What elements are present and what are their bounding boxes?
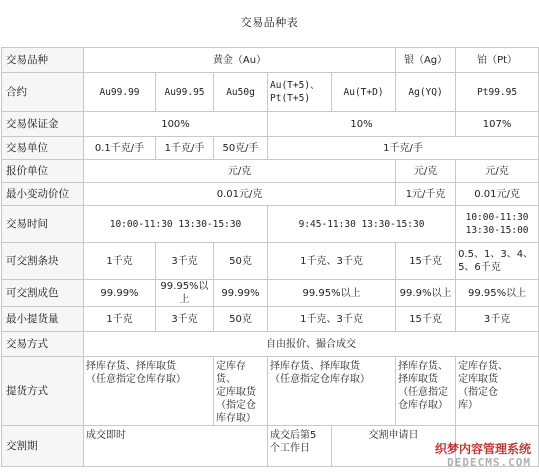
row-label: 最小提货量: [2, 307, 84, 332]
table-cell: 3千克: [156, 243, 214, 280]
table-cell: 3千克: [156, 307, 214, 332]
row-label: 交易品种: [2, 48, 84, 73]
table-cell: 黄金（Au）: [84, 48, 396, 73]
table-cell: 50克: [214, 307, 268, 332]
table-row: [2, 332, 539, 357]
table-cell: 1千克、3千克: [268, 243, 396, 280]
table-cell: 0.1千克/手: [84, 137, 156, 160]
table-cell: 0.5、1、3、4、 5、6千克: [456, 243, 539, 280]
table-cell: 99.99%: [214, 280, 268, 307]
table-row: [2, 48, 539, 73]
table-cell: 15千克: [396, 307, 456, 332]
table-cell: 10%: [268, 112, 456, 137]
table-row: [2, 137, 539, 160]
table-cell: 1千克/手: [156, 137, 214, 160]
table-cell: Au99.95: [156, 73, 214, 112]
table-cell: 铂（Pt）: [456, 48, 539, 73]
watermark-logo: [435, 442, 531, 470]
table-cell: 50克/手: [214, 137, 268, 160]
table-cell: 99.95%以上: [268, 280, 396, 307]
table-cell: 107%: [456, 112, 539, 137]
table-cell: Pt99.95: [456, 73, 539, 112]
table-row: [2, 243, 539, 280]
table-cell: 成交后第5 个工作日: [268, 426, 332, 467]
table-cell: 1千克、3千克: [268, 307, 396, 332]
table-cell: 99.95%以上: [156, 280, 214, 307]
row-label: 交易单位: [2, 137, 84, 160]
row-label: 交易保证金: [2, 112, 84, 137]
table-cell: 定库存货、 定库取货 （指定仓 库存取）: [214, 357, 268, 426]
table-cell: 50克: [214, 243, 268, 280]
table-cell: 100%: [84, 112, 268, 137]
watermark-domain: DEDECMS.COM: [447, 456, 531, 469]
table-cell: 元/克: [396, 160, 456, 183]
table-cell: 15千克: [396, 243, 456, 280]
table-row: [2, 183, 539, 206]
table-cell: 元/克: [84, 160, 396, 183]
table-row: [2, 73, 539, 112]
table-cell: Au(T+D): [332, 73, 396, 112]
table-row: [2, 160, 539, 183]
row-label: 可交割成色: [2, 280, 84, 307]
table-cell: Au50g: [214, 73, 268, 112]
table-cell: 99.95%以上: [456, 280, 539, 307]
table-cell: Au(T+5)、 Pt(T+5): [268, 73, 332, 112]
row-label: 交易方式: [2, 332, 84, 357]
row-label: 合约: [2, 73, 84, 112]
row-label: 交易时间: [2, 206, 84, 243]
table-cell: 交割申请日: [332, 426, 456, 467]
table-row: [2, 206, 539, 243]
watermark-text: 织梦内容管理系统: [434, 442, 531, 456]
table-cell: 3千克: [456, 307, 539, 332]
table-cell: 1千克: [84, 307, 156, 332]
table-cell: 银（Ag）: [396, 48, 456, 73]
row-label: 可交割条块: [2, 243, 84, 280]
table-row: [2, 280, 539, 307]
row-label: 提货方式: [2, 357, 84, 426]
table-cell: 定库存货、 定库取货 （指定仓 库）: [456, 357, 539, 426]
table-row: [2, 357, 539, 426]
table-cell: 自由报价、撮合成交: [84, 332, 539, 357]
table-cell: Ag(YQ): [396, 73, 456, 112]
table-cell: 元/克: [456, 160, 539, 183]
table-cell: 1元/千克: [396, 183, 456, 206]
row-label: 报价单位: [2, 160, 84, 183]
table-cell: 99.99%: [84, 280, 156, 307]
table-cell: 成交即时: [84, 426, 268, 467]
table-cell: 1千克: [84, 243, 156, 280]
table-cell: 10:00-11:30 13:30-15:30: [84, 206, 268, 243]
table-cell: 择库存货、 择库取货 （任意指定 仓库存取）: [396, 357, 456, 426]
row-label: 最小变动价位: [2, 183, 84, 206]
table-row: [2, 112, 539, 137]
page-title: 交易品种表: [240, 16, 299, 29]
table-cell: 择库存货、择库取货 （任意指定仓库存取）: [268, 357, 396, 426]
table-row: [2, 307, 539, 332]
table-cell: 10:00-11:30 13:30-15:00: [456, 206, 539, 243]
table-cell: 0.01元/克: [456, 183, 539, 206]
table-cell: 99.9%以上: [396, 280, 456, 307]
table-cell: Au99.99: [84, 73, 156, 112]
table-cell: 9:45-11:30 13:30-15:30: [268, 206, 456, 243]
row-label: 交割期: [2, 426, 84, 467]
table-cell: 择库存货、择库取货 （任意指定仓库存取）: [84, 357, 214, 426]
table-cell: 0.01元/克: [84, 183, 396, 206]
table-cell: 1千克/手: [268, 137, 539, 160]
trading-varieties-table: [1, 47, 539, 467]
